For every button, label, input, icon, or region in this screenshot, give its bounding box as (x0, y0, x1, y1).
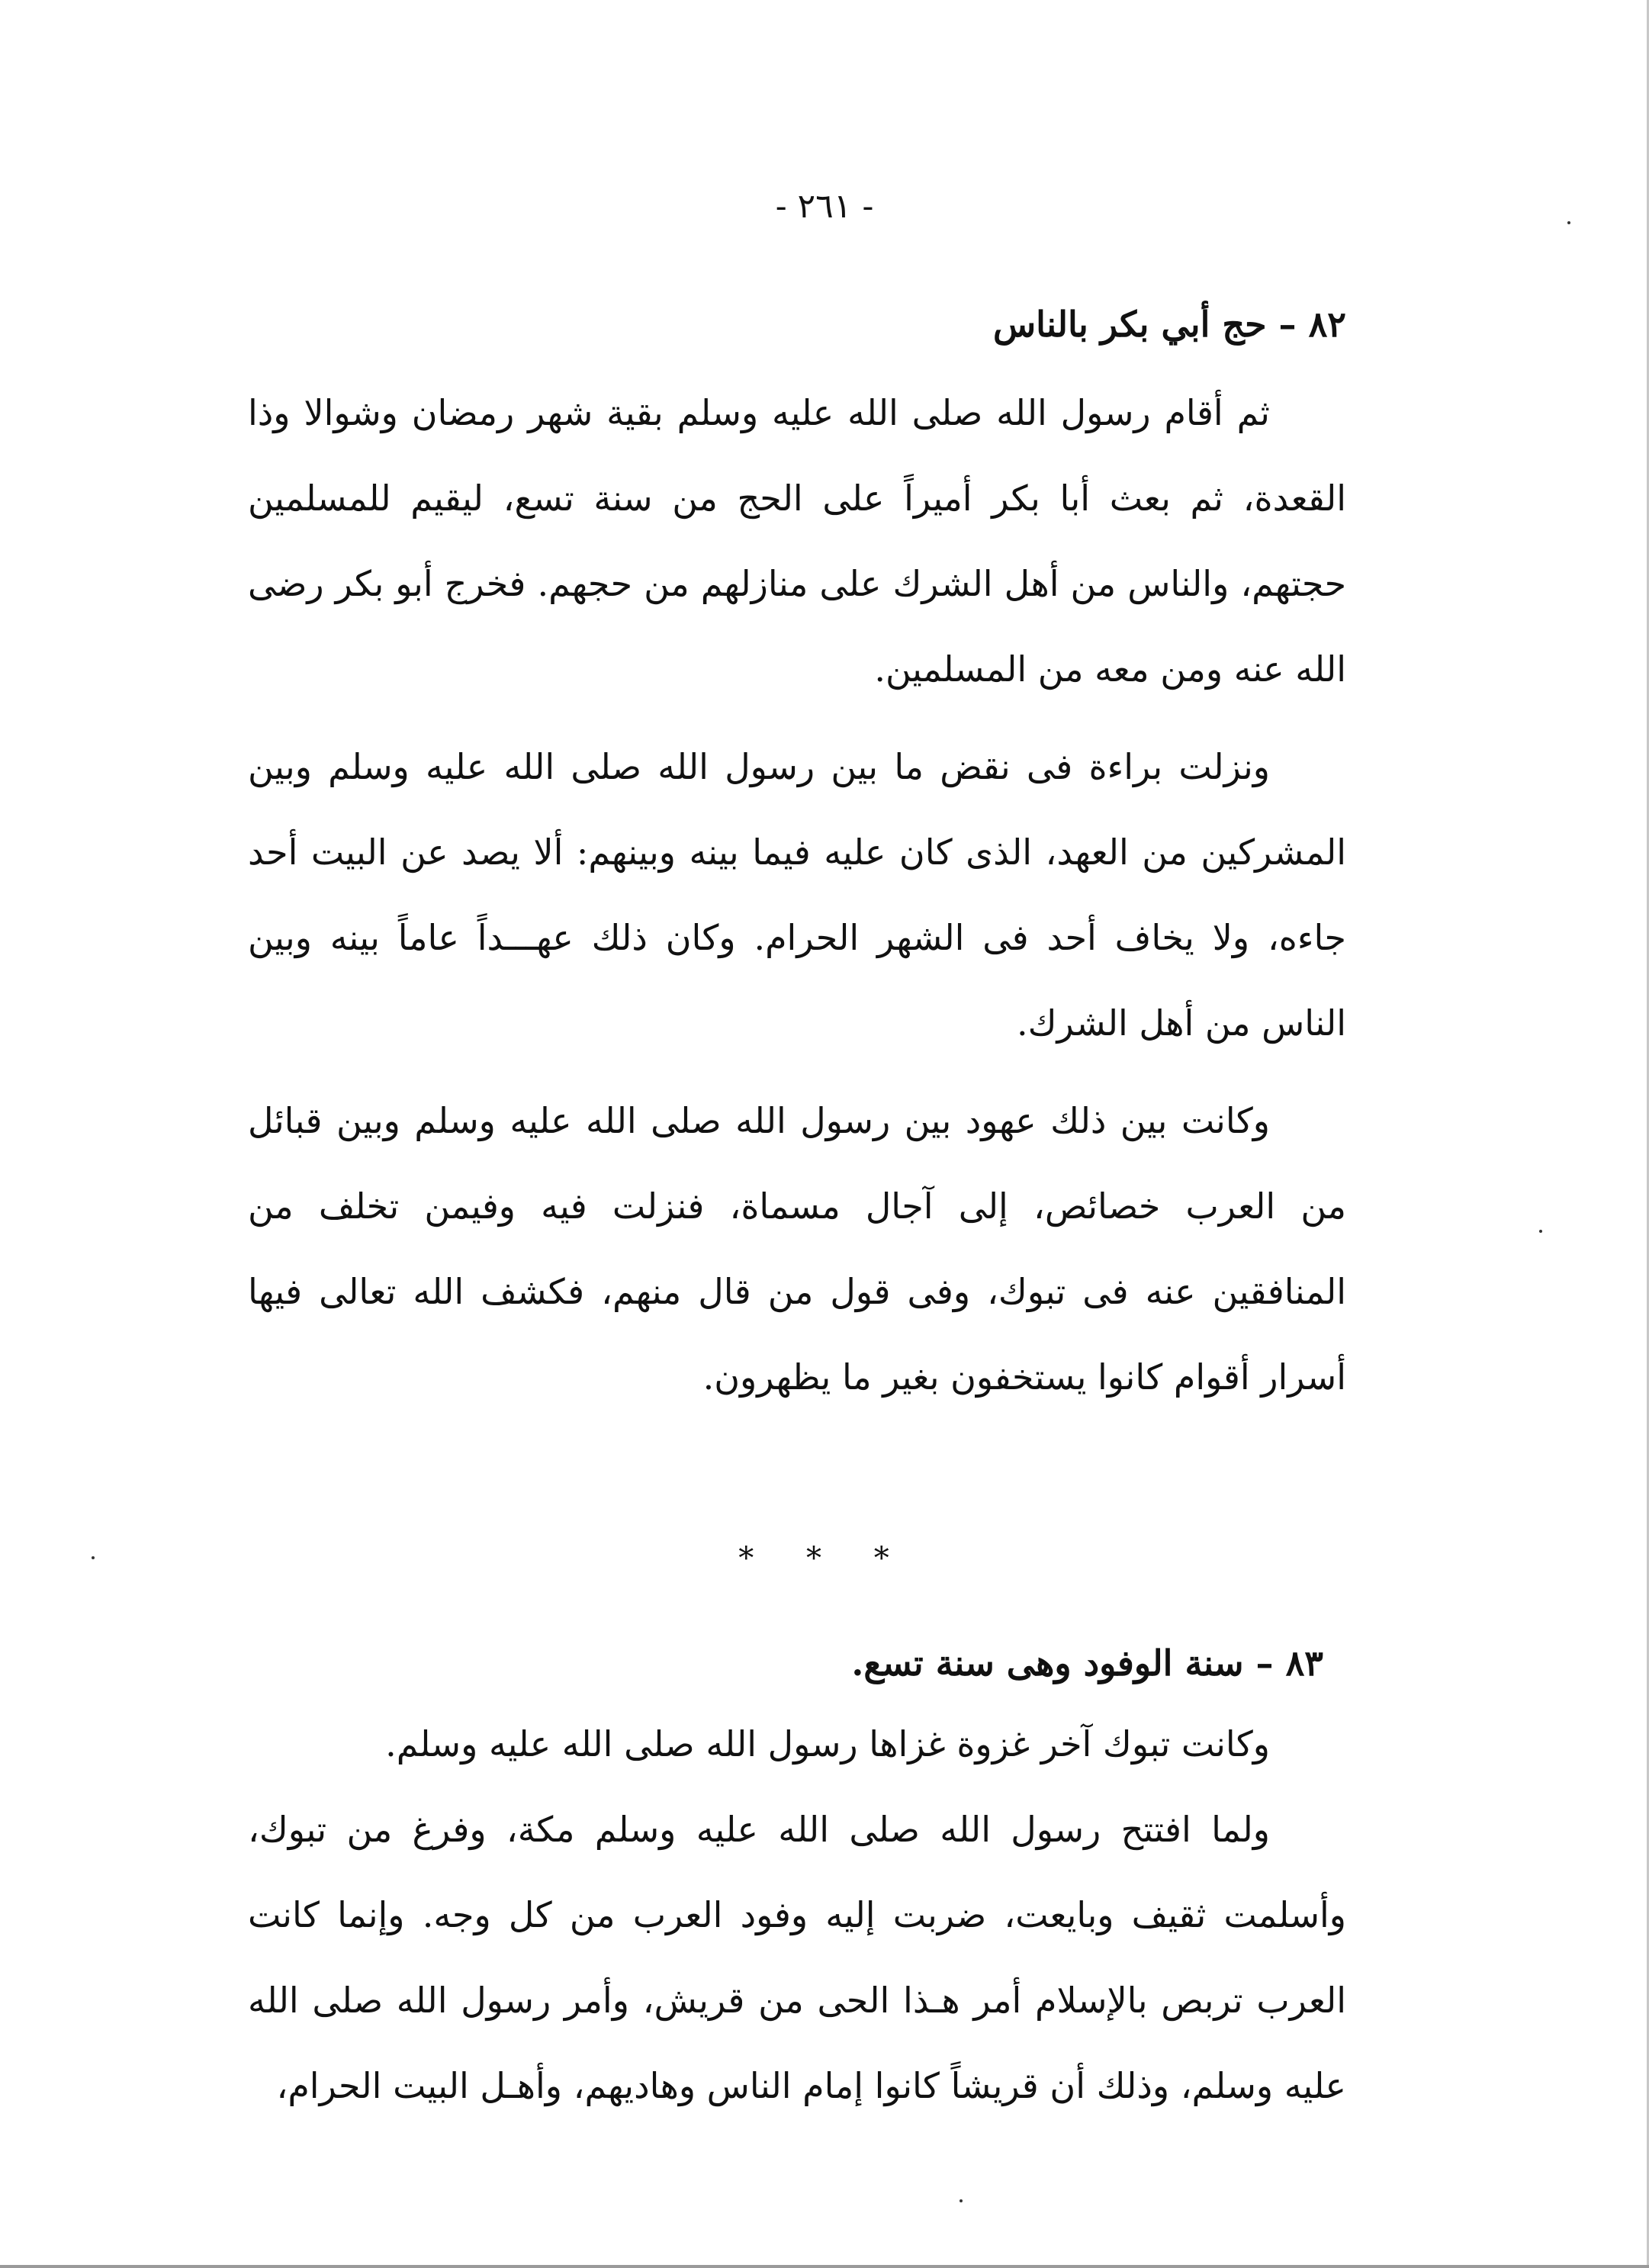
scan-edge-bottom (0, 2265, 1649, 2268)
section-separator: * * * (738, 1541, 911, 1576)
section-83-paragraph-1: وكانت تبوك آخر غزوة غزاها رسول الله صلى الله عليه وسلم. (385, 1723, 1270, 1765)
scan-speck (92, 1556, 95, 1559)
section-82-paragraph-2: ونزلت براءة فى نقض ما بين رسول الله صلى الله عليه وسلم وبين المشركين من العهد، الذى كان عليه فيما بينه وبينهم: ألا يصد عن البيت أحد جاءه، ولا يخاف أحد فى الشهر الحرام. وكان ذلك عهـــداً عاماً بينه وبين الناس من أهل الشرك. (248, 746, 1346, 1044)
section-82 (248, 301, 1346, 1420)
section-82-heading: ٨٢ – حج أبي بكر بالناس (992, 304, 1346, 345)
scan-speck (1539, 1230, 1542, 1233)
scan-speck (960, 2199, 963, 2202)
scan-speck (1567, 221, 1570, 224)
section-83-paragraph-2: ولما افتتح رسول الله صلى الله عليه وسلم مكة، وفرغ من تبوك، وأسلمت ثقيف وبايعت، ضربت إليه وفود العرب من كل وجه. وإنما كانت العرب تربص بالإسلام أمر هـذا الحى من قريش، وأمر رسول الله صلى الله عليه وسلم، وذلك أن قريشاً كانوا إمام الناس وهاديهم، وأهـل البيت الحرام، (248, 1809, 1346, 2106)
page-number: - ٢٦١ - (775, 187, 874, 226)
section-83-heading: ٨٣ – سنة الوفود وهى سنة تسع. (851, 1642, 1323, 1684)
section-82-paragraph-1: ثم أقام رسول الله صلى الله عليه وسلم بقية شهر رمضان وشوالا وذا القعدة، ثم بعث أبا بكر أميراً على الحج من سنة تسع، ليقيم للمسلمين حجتهم، والناس من أهل الشرك على منازلهم من حجهم. فخرج أبو بكر رضى الله عنه ومن معه من المسلمين. (248, 392, 1346, 690)
section-83 (248, 1640, 1346, 2128)
section-82-paragraph-3: وكانت بين ذلك عهود بين رسول الله صلى الله عليه وسلم وبين قبائل من العرب خصائص، إلى آجال مسماة، فنزلت فيه وفيمن تخلف من المنافقين عنه فى تبوك، وفى قول من قال منهم، فكشف الله تعالى فيها أسرار أقوام كانوا يستخفون بغير ما يظهرون. (248, 1100, 1346, 1398)
